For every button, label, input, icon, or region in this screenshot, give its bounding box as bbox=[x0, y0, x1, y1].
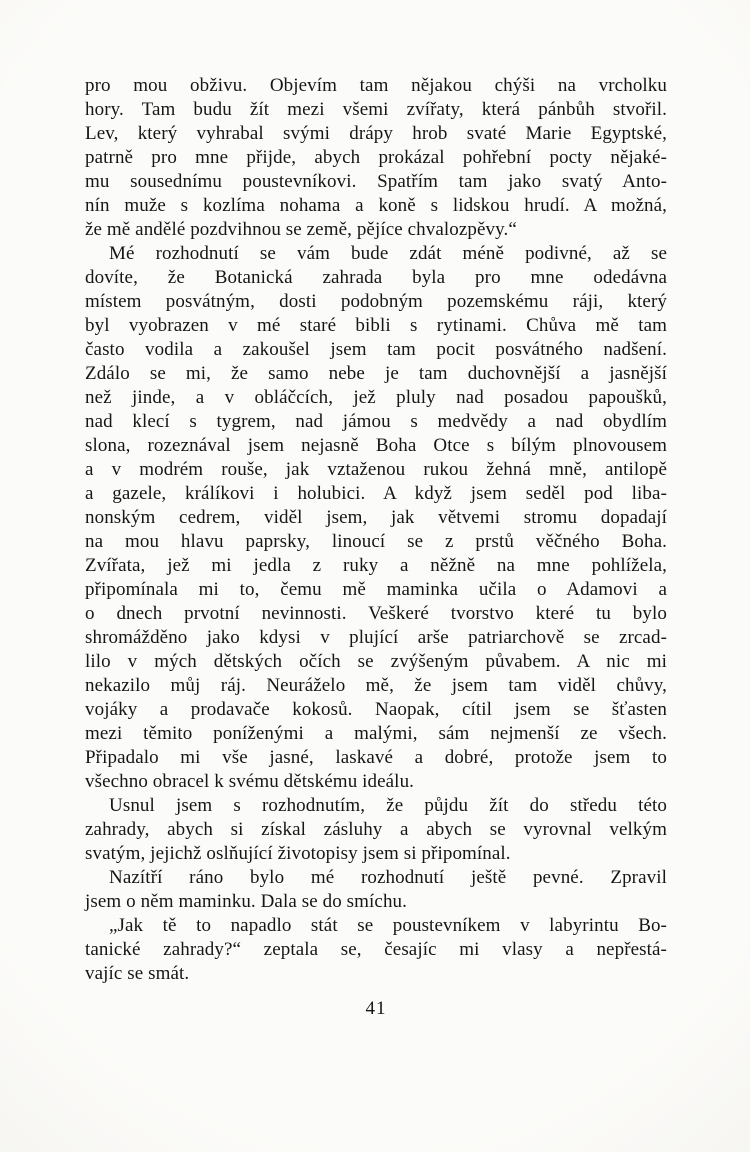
text-line: slona, rozeznával jsem nejasně Boha Otce s bílým plnovousem bbox=[85, 435, 667, 456]
text-line: „Jak tě to napadlo stát se poustevníkem v labyrintu Bo- bbox=[109, 915, 667, 936]
text-line: lilo v mých dětských očích se zvýšeným půvabem. A nic mi bbox=[85, 651, 667, 672]
text-line: Nazítří ráno bylo mé rozhodnutí ještě pevné. Zpravil bbox=[109, 867, 667, 888]
text-line: byl vyobrazen v mé staré bibli s rytinami. Chůva mě tam bbox=[85, 315, 667, 336]
text-line: a v modrém rouše, jak vztaženou rukou žehná mně, antilopě bbox=[85, 459, 667, 480]
text-line: na mou hlavu paprsky, linoucí se z prstů věčného Boha. bbox=[85, 531, 667, 552]
text-line: Mé rozhodnutí se vám bude zdát méně podivné, až se bbox=[109, 243, 667, 264]
text-line: vojáky a prodavače kokosů. Naopak, cítil jsem se šťasten bbox=[85, 699, 667, 720]
text-line: nad klecí s tygrem, nad jámou s medvědy a nad obydlím bbox=[85, 411, 667, 432]
text-line: a gazele, králíkovi i holubici. A když jsem seděl pod liba- bbox=[85, 483, 667, 504]
text-line: jsem o něm maminku. Dala se do smíchu. bbox=[85, 891, 407, 912]
text-line: pro mou obživu. Objevím tam nějakou chýši na vrcholku bbox=[85, 75, 667, 96]
text-line: Zdálo se mi, že samo nebe je tam duchovnější a jasnější bbox=[85, 363, 667, 384]
text-line: než jinde, a v obláčcích, jež pluly nad posadou papoušků, bbox=[85, 387, 667, 408]
text-line: patrně pro mne přijde, abych prokázal pohřební pocty nějaké- bbox=[85, 147, 667, 168]
text-line: že mě andělé pozdvihnou se země, pějíce chvalozpěvy.“ bbox=[85, 219, 517, 240]
text-line: zahrady, abych si získal zásluhy a abych se vyrovnal velkým bbox=[85, 819, 667, 840]
text-line: svatým, jejichž oslňující životopisy jsem si připomínal. bbox=[85, 843, 511, 864]
text-line: o dnech prvotní nevinnosti. Veškeré tvorstvo které tu bylo bbox=[85, 603, 667, 624]
text-line: shromážděno jako kdysi v plující arše patriarchově se zrcad- bbox=[85, 627, 667, 648]
text-line: mu sousednímu poustevníkovi. Spatřím tam jako svatý Anto- bbox=[85, 171, 667, 192]
text-line: hory. Tam budu žít mezi všemi zvířaty, která pánbůh stvořil. bbox=[85, 99, 667, 120]
text-line: vajíc se smát. bbox=[85, 963, 190, 984]
text-line: nekazilo můj ráj. Neuráželo mě, že jsem tam viděl chůvy, bbox=[85, 675, 667, 696]
text-line: místem posvátným, dosti podobným pozemskému ráji, který bbox=[85, 291, 667, 312]
text-line: nonským cedrem, viděl jsem, jak větvemi stromu dopadají bbox=[85, 507, 667, 528]
text-line: Připadalo mi vše jasné, laskavé a dobré, protože jsem to bbox=[85, 747, 667, 768]
page-number: 41 bbox=[365, 998, 387, 1019]
page-text-block bbox=[85, 74, 667, 986]
text-line: tanické zahrady?“ zeptala se, česajíc mi vlasy a nepřestá- bbox=[85, 939, 667, 960]
text-line: všechno obracel k svému dětskému ideálu. bbox=[85, 771, 415, 792]
text-line: často vodila a zakoušel jsem tam pocit posvátného nadšení. bbox=[85, 339, 667, 360]
text-line: Lev, který vyhrabal svými drápy hrob svaté Marie Egyptské, bbox=[85, 123, 667, 144]
text-line: nín muže s kozlíma nohama a koně s lidskou hrudí. A možná, bbox=[85, 195, 667, 216]
text-line: dovíte, že Botanická zahrada byla pro mne odedávna bbox=[85, 267, 667, 288]
text-line: mezi těmito poníženými a malými, sám nejmenší ze všech. bbox=[85, 723, 667, 744]
text-line: Usnul jsem s rozhodnutím, že půjdu žít do středu této bbox=[109, 795, 667, 816]
text-line: Zvířata, jež mi jedla z ruky a něžně na mne pohlížela, bbox=[85, 555, 667, 576]
text-line: připomínala mi to, čemu mě maminka učila o Adamovi a bbox=[85, 579, 667, 600]
